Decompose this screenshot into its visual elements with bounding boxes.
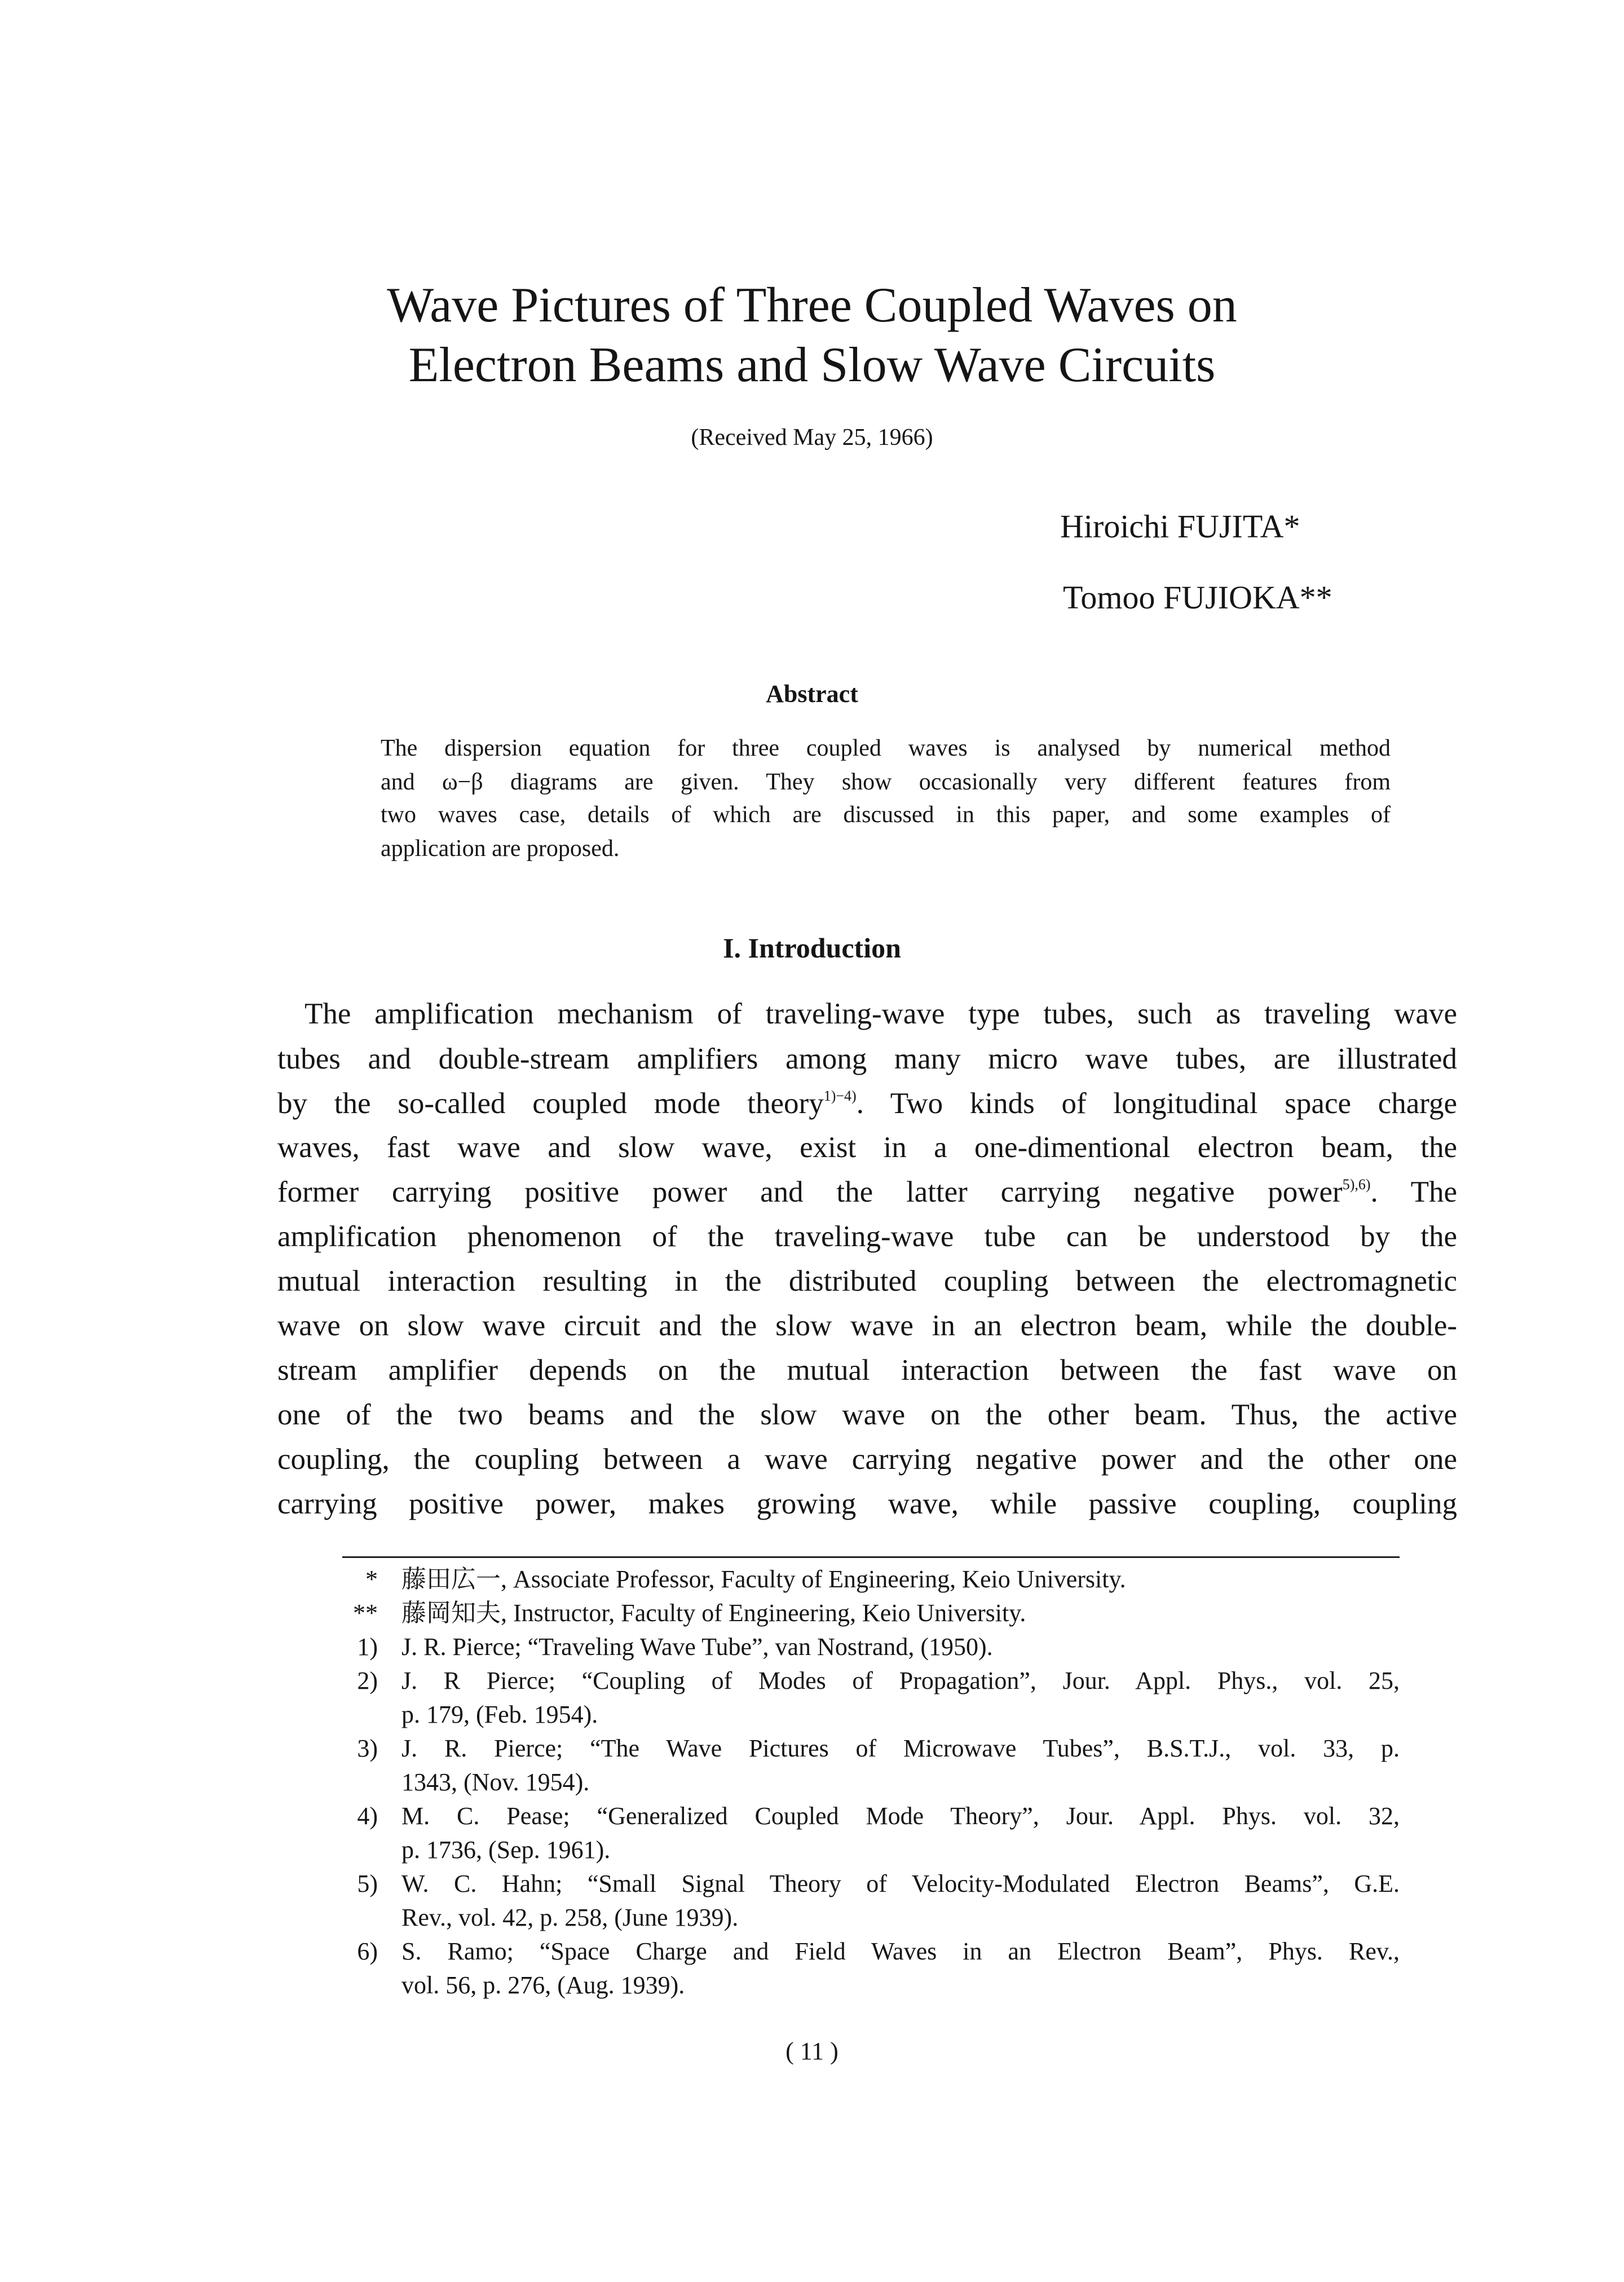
footnote-mark: ** (353, 1599, 378, 1627)
footnote-text: W. C. Hahn; “Small Signal Theory of Velocity-Modulated Electron Beams”, G.E. (401, 1870, 1400, 1897)
abstract-line: two waves case, details of which are discussed in this paper, and some examples of (381, 802, 1391, 828)
body-text: by the so-called coupled mode theory (277, 1087, 824, 1120)
footnote-text: 藤田広一, Associate Professor, Faculty of Engineering, Keio University. (401, 1565, 1126, 1593)
body-line: carrying positive power, makes growing wave, while passive coupling, coupling (277, 1488, 1457, 1520)
footnote-divider (342, 1556, 1400, 1558)
footnote-text: J. R. Pierce; “The Wave Pictures of Microwave Tubes”, B.S.T.J., vol. 33, p. (401, 1734, 1400, 1762)
body-line (277, 1081, 1457, 1126)
footnote-text: 藤岡知夫, Instructor, Faculty of Engineering, Keio University. (401, 1599, 1026, 1627)
title-line-1: Wave Pictures of Three Coupled Waves on (387, 278, 1237, 333)
footnote-text: J. R Pierce; “Coupling of Modes of Propagation”, Jour. Appl. Phys., vol. 25, (401, 1667, 1400, 1694)
abstract-line: and ω−β diagrams are given. They show occasionally very different features from (381, 769, 1391, 795)
footnote-mark: * (365, 1565, 378, 1593)
body-text: . The (1370, 1176, 1457, 1208)
body-line: stream amplifier depends on the mutual interaction between the fast wave on (277, 1354, 1457, 1387)
section-heading-introduction: I. Introduction (723, 932, 901, 964)
footnote-text: p. 1736, (Sep. 1961). (401, 1836, 611, 1864)
page-number: ( 11 ) (785, 2037, 839, 2065)
abstract-heading: Abstract (766, 680, 858, 708)
footnote-mark: 5) (357, 1870, 378, 1897)
body-text: former carrying positive power and the latter carrying negative power (277, 1176, 1343, 1208)
footnote-text: vol. 56, p. 276, (Aug. 1939). (401, 1971, 685, 1999)
footnote-text: 1343, (Nov. 1954). (401, 1768, 590, 1796)
footnote-text: S. Ramo; “Space Charge and Field Waves in an Electron Beam”, Phys. Rev., (401, 1937, 1400, 1965)
body-line: wave on slow wave circuit and the slow wave in an electron beam, while the double- (277, 1309, 1457, 1342)
received-date: (Received May 25, 1966) (691, 425, 933, 451)
footnote-mark: 2) (357, 1667, 378, 1694)
body-text: . Two kinds of longitudinal space charge (856, 1087, 1458, 1120)
body-line: tubes and double-stream amplifiers among many micro wave tubes, are illustrated (277, 1043, 1457, 1075)
title-line-2: Electron Beams and Slow Wave Circuits (408, 338, 1216, 392)
footnote-text: Rev., vol. 42, p. 258, (June 1939). (401, 1904, 739, 1931)
body-line: one of the two beams and the slow wave on the other beam. Thus, the active (277, 1398, 1457, 1431)
body-line: coupling, the coupling between a wave carrying negative power and the other one (277, 1443, 1457, 1476)
body-line (277, 1169, 1457, 1215)
footnote-mark: 3) (357, 1734, 378, 1762)
abstract-line: The dispersion equation for three coupled waves is analysed by numerical method (381, 735, 1391, 761)
body-line: The amplification mechanism of traveling-wave type tubes, such as traveling wave (304, 997, 1457, 1030)
body-line: waves, fast wave and slow wave, exist in a one-dimentional electron beam, the (277, 1131, 1457, 1164)
footnote-text: M. C. Pease; “Generalized Coupled Mode Theory”, Jour. Appl. Phys. vol. 32, (401, 1802, 1400, 1830)
author-2: Tomoo FUJIOKA** (1063, 579, 1332, 616)
footnote-text: p. 179, (Feb. 1954). (401, 1701, 598, 1728)
body-line: amplification phenomenon of the traveling-wave tube can be understood by the (277, 1220, 1457, 1253)
citation-ref: 1)−4) (823, 1088, 857, 1104)
citation-ref: 5),6) (1342, 1176, 1371, 1193)
abstract-line: application are proposed. (381, 836, 620, 862)
body-line: mutual interaction resulting in the distributed coupling between the electromagnetic (277, 1265, 1457, 1297)
author-1: Hiroichi FUJITA* (1060, 508, 1300, 545)
footnote-mark: 4) (357, 1802, 378, 1830)
footnote-text: J. R. Pierce; “Traveling Wave Tube”, van Nostrand, (1950). (401, 1633, 993, 1661)
footnote-mark: 6) (357, 1937, 378, 1965)
footnote-mark: 1) (357, 1633, 378, 1661)
